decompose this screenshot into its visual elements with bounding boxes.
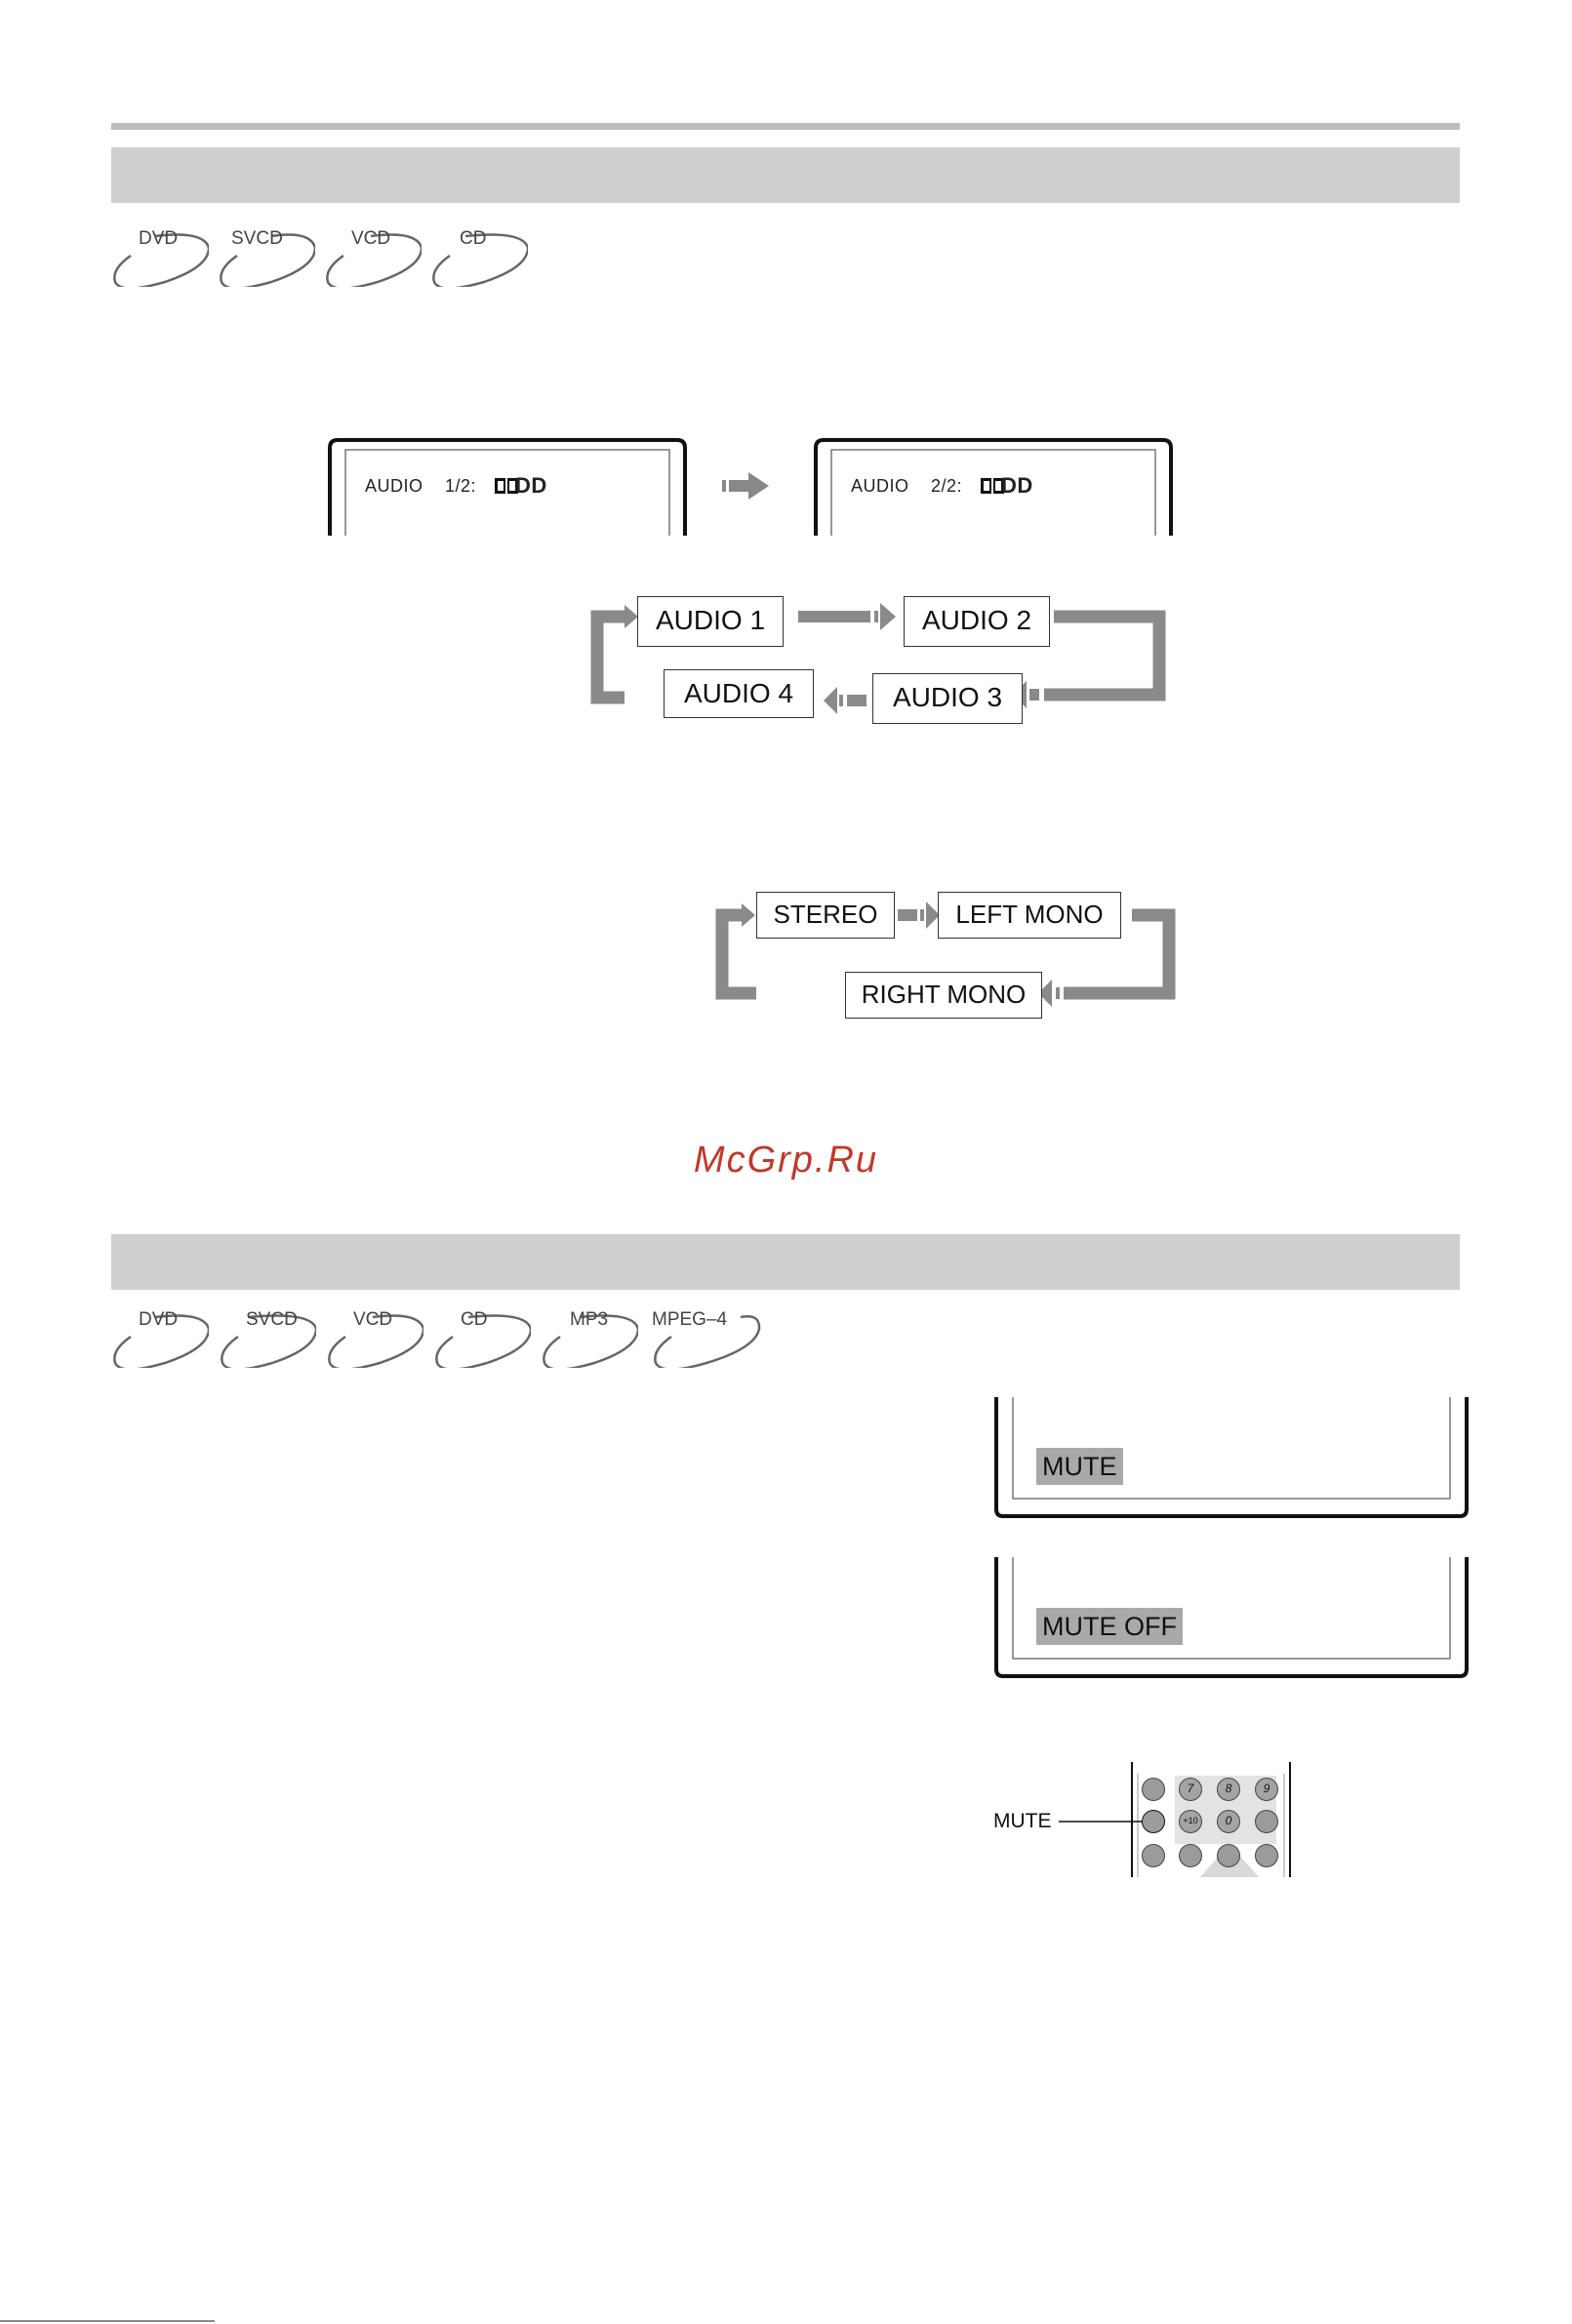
disc-mp3-icon [541, 1309, 638, 1368]
remote-key-plus10[interactable]: +10 [1179, 1810, 1202, 1833]
osd-audio-label: AUDIO [851, 476, 909, 496]
mute-callout-label: MUTE [993, 1810, 1052, 1832]
disc-vcd-icon [324, 228, 422, 287]
stereo-box: STEREO [756, 892, 895, 939]
footer-rule [0, 2320, 215, 2322]
dolby-digital-logo [980, 473, 1037, 499]
disc-vcd-icon [326, 1309, 423, 1368]
remote-button[interactable] [1217, 1844, 1240, 1867]
top-rule [111, 123, 1460, 130]
section-header-mute [111, 1234, 1460, 1290]
remote-key-8[interactable]: 8 [1217, 1778, 1240, 1801]
osd-audio-track: 2/2: [931, 476, 963, 496]
disc-cd-icon [433, 1309, 531, 1368]
right-arrow-icon [722, 470, 771, 501]
mute-off-indicator: MUTE OFF [1036, 1608, 1183, 1645]
remote-key-9[interactable]: 9 [1255, 1778, 1278, 1801]
disc-label: CD [461, 1309, 488, 1330]
mute-indicator: MUTE [1036, 1448, 1123, 1485]
disc-dvd-icon [111, 228, 209, 287]
osd-screen-audio-2 [814, 438, 1173, 536]
remote-illustration [986, 1756, 1298, 1883]
osd-audio-track: 1/2: [445, 476, 477, 496]
osd-screen-mute-off [993, 1557, 1471, 1680]
codec-text: DD [1001, 473, 1033, 498]
disc-label: MP3 [570, 1309, 609, 1330]
remote-key-7[interactable]: 7 [1179, 1778, 1202, 1801]
disc-label: SVCD [246, 1309, 298, 1330]
audio-4-box: AUDIO 4 [664, 669, 814, 718]
codec-text: DD [515, 473, 547, 498]
audio-1-box: AUDIO 1 [637, 596, 784, 647]
disc-svcd-icon [218, 228, 315, 287]
right-mono-box: RIGHT MONO [845, 972, 1042, 1019]
disc-label: DVD [139, 1309, 179, 1330]
left-mono-box: LEFT MONO [938, 892, 1121, 939]
audio-3-box: AUDIO 3 [872, 673, 1023, 724]
disc-label: MPEG–4 [652, 1309, 728, 1330]
remote-button[interactable] [1179, 1844, 1202, 1867]
disc-label: VCD [353, 1309, 393, 1330]
disc-label: CD [460, 228, 487, 249]
audio-2-box: AUDIO 2 [904, 596, 1050, 647]
remote-key-0[interactable]: 0 [1217, 1810, 1240, 1833]
disc-mpeg4-icon [648, 1309, 765, 1368]
remote-button[interactable] [1142, 1778, 1165, 1801]
remote-button[interactable] [1255, 1844, 1278, 1867]
remote-button[interactable] [1255, 1810, 1278, 1833]
mute-button[interactable] [1142, 1810, 1165, 1833]
osd-screen-mute [993, 1397, 1471, 1520]
section-header-audio [111, 147, 1460, 203]
disc-label: SVCD [231, 228, 283, 249]
osd-screen-audio-1 [328, 438, 687, 536]
watermark: McGrp.Ru [693, 1140, 879, 1181]
disc-label: DVD [139, 228, 179, 249]
osd-audio-label: AUDIO [365, 476, 423, 496]
dolby-digital-logo [494, 473, 551, 499]
remote-button[interactable] [1142, 1844, 1165, 1867]
disc-label: VCD [351, 228, 391, 249]
disc-dvd-icon [111, 1309, 209, 1368]
disc-svcd-icon [219, 1309, 316, 1368]
disc-cd-icon [430, 228, 528, 287]
